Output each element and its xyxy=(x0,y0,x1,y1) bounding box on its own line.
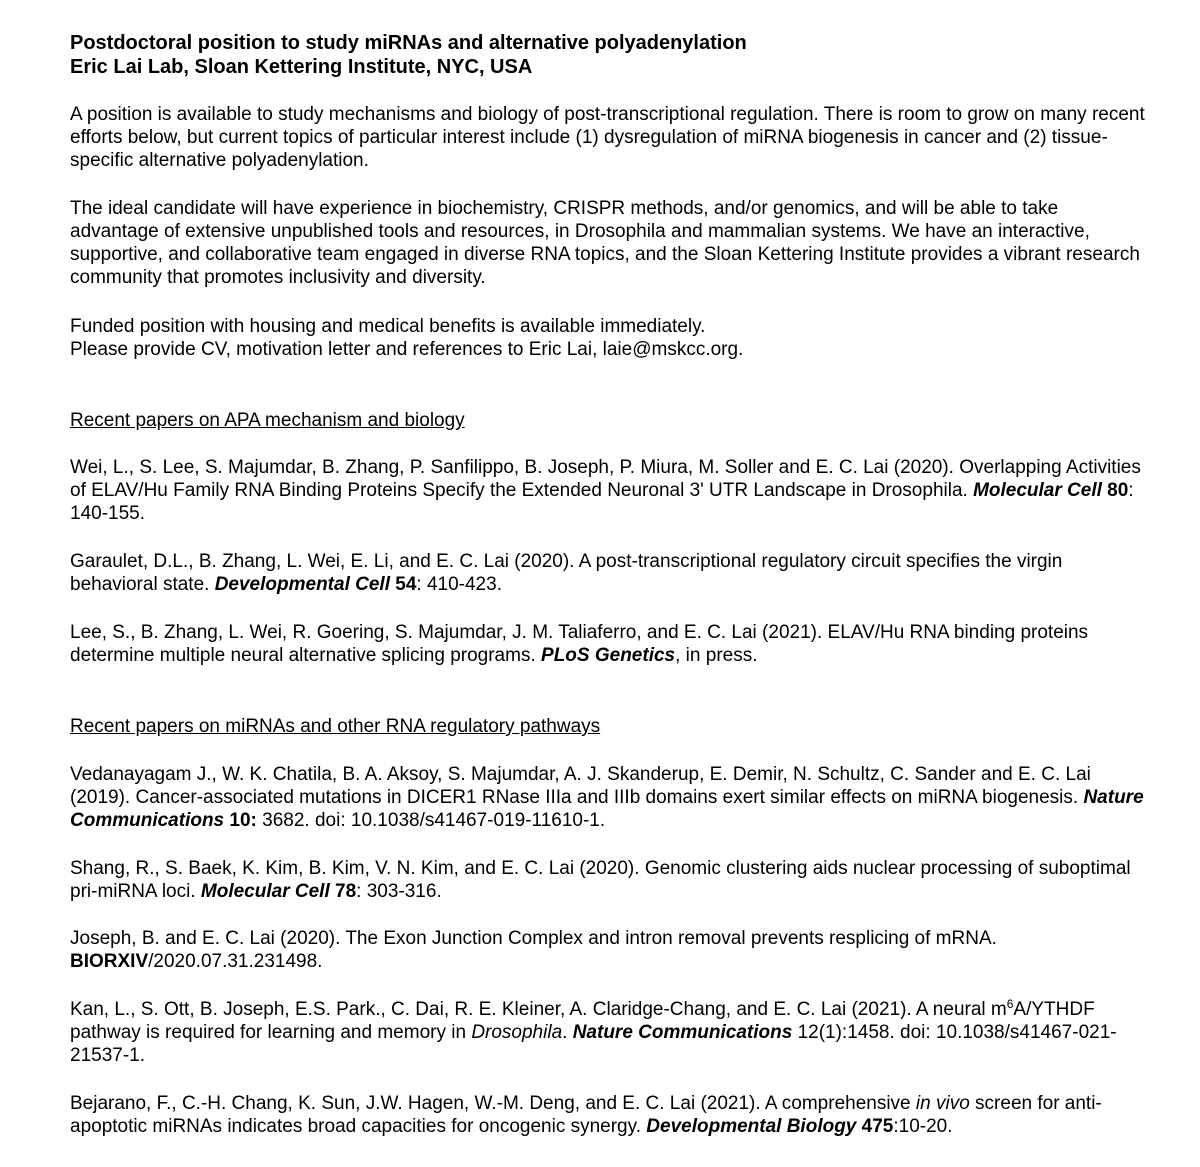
journal-name: Molecular Cell xyxy=(973,480,1102,501)
reference-text: Bejarano, F., C.-H. Chang, K. Sun, J.W. Hagen, W.-M. Deng, and E. C. Lai (2021). A comprehensive xyxy=(70,1093,916,1114)
funding-line: Funded position with housing and medical benefits is available immediately. xyxy=(70,316,706,337)
italic-term: in vivo xyxy=(915,1093,970,1114)
reference-text: Vedanayagam J., W. K. Chatila, B. A. Aksoy, S. Majumdar, A. J. Skanderup, E. Demir, N. Schultz, C. Sander and E. C. Lai (2019). Cancer-associated mutations in DICER1 RNase IIIa and IIIb domains exert similar effects on miRNA biogenesis. xyxy=(70,764,1091,808)
reference-text-continued: A/YTHDF pathway is required for learning and memory in xyxy=(70,999,1095,1043)
reference-text-continued: screen for anti-apoptotic miRNAs indicates broad capacities for oncogenic synergy. xyxy=(70,1093,1102,1137)
mirna-reference-5 xyxy=(70,1092,1150,1138)
title-line-1: Postdoctoral position to study miRNAs and alternative polyadenylation xyxy=(70,32,747,54)
title-line-2: Eric Lai Lab, Sloan Kettering Institute, NYC, USA xyxy=(70,56,533,78)
organism-name: Drosophila xyxy=(471,1022,563,1043)
apa-reference-3 xyxy=(70,621,1150,667)
journal-name: Nature Communications xyxy=(572,1022,793,1043)
reference-pages: :10-20. xyxy=(893,1116,953,1137)
reference-text: Kan, L., S. Ott, B. Joseph, E.S. Park., C. Dai, R. E. Kleiner, A. Claridge-Chang, and E. C. Lai (2021). A neural m xyxy=(70,999,1007,1020)
mirna-section-heading: Recent papers on miRNAs and other RNA regulatory pathways xyxy=(70,716,601,737)
journal-name: PLoS Genetics xyxy=(541,645,676,666)
apa-reference-2 xyxy=(70,550,1150,596)
journal-name: Developmental Biology xyxy=(646,1116,857,1137)
journal-volume: 54 xyxy=(389,574,417,595)
reference-pages: : 303-316. xyxy=(356,881,442,902)
intro-paragraph-3 xyxy=(70,315,1150,361)
mirna-reference-3 xyxy=(70,927,1150,973)
reference-pages: : 410-423. xyxy=(416,574,502,595)
contact-line: Please provide CV, motivation letter and references to Eric Lai, laie@mskcc.org. xyxy=(70,339,744,360)
page-title xyxy=(70,31,1150,79)
journal-volume: 10: xyxy=(224,810,257,831)
mirna-reference-2 xyxy=(70,857,1150,903)
reference-text: Shang, R., S. Baek, K. Kim, B. Kim, V. N. Kim, and E. C. Lai (2020). Genomic clustering aids nuclear processing of suboptimal pri-miRNA loci. xyxy=(70,858,1131,902)
journal-name: Nature Communications xyxy=(70,787,1144,831)
journal-volume: 475 xyxy=(856,1116,894,1137)
mirna-reference-4 xyxy=(70,998,1150,1067)
journal-name: Developmental Cell xyxy=(214,574,390,595)
journal-name: Molecular Cell xyxy=(200,881,330,902)
mirna-reference-1 xyxy=(70,763,1150,832)
reference-text: Wei, L., S. Lee, S. Majumdar, B. Zhang, P. Sanfilippo, B. Joseph, P. Miura, M. Soller and E. C. Lai (2020). Overlapping Activities of ELAV/Hu Family RNA Binding Proteins Specify the Extended Neuronal 3' UTR Landscape in Drosophila. xyxy=(70,457,1141,501)
reference-doi: 3682. doi: 10.1038/s41467-019-11610-1. xyxy=(256,810,606,831)
reference-text: Lee, S., B. Zhang, L. Wei, R. Goering, S. Majumdar, J. M. Taliaferro, and E. C. Lai (2021). ELAV/Hu RNA binding proteins determine multiple neural alternative splicing programs. xyxy=(70,622,1089,666)
intro-paragraph-2: The ideal candidate will have experience in biochemistry, CRISPR methods, and/or genomics, and will be able to take advantage of extensive unpublished tools and resources, in Drosophila and mammalian systems. We have an interactive, supportive, and collaborative team engaged in diverse RNA topics, and the Sloan Kettering Institute provides a vibrant research community that promotes inclusivity and diversity. xyxy=(70,198,1140,288)
reference-status: , in press. xyxy=(675,645,758,666)
apa-section-heading: Recent papers on APA mechanism and biology xyxy=(70,410,465,431)
journal-volume: 78 xyxy=(329,881,357,902)
preprint-server: BIORXIV xyxy=(70,951,149,972)
reference-text: Garaulet, D.L., B. Zhang, L. Wei, E. Li, and E. C. Lai (2020). A post-transcriptional regulatory circuit specifies the virgin behavioral state. xyxy=(70,551,1063,595)
reference-text: Joseph, B. and E. C. Lai (2020). The Exon Junction Complex and intron removal prevents resplicing of mRNA. xyxy=(70,928,997,949)
reference-separator: . xyxy=(562,1022,573,1043)
intro-paragraph-1: A position is available to study mechanisms and biology of post-transcriptional regulation. There is room to grow on many recent efforts below, but current topics of particular interest include (1) dysregulation of miRNA biogenesis in cancer and (2) tissue-specific alternative polyadenylation. xyxy=(70,104,1145,171)
reference-pages: : 140-155. xyxy=(70,480,1134,524)
superscript: 6 xyxy=(1006,997,1014,1011)
journal-volume: 80 xyxy=(1101,480,1129,501)
preprint-id: /2020.07.31.231498. xyxy=(148,951,323,972)
reference-doi: 12(1):1458. doi: 10.1038/s41467-021-21537-1. xyxy=(70,1022,1117,1066)
apa-reference-1 xyxy=(70,456,1150,525)
